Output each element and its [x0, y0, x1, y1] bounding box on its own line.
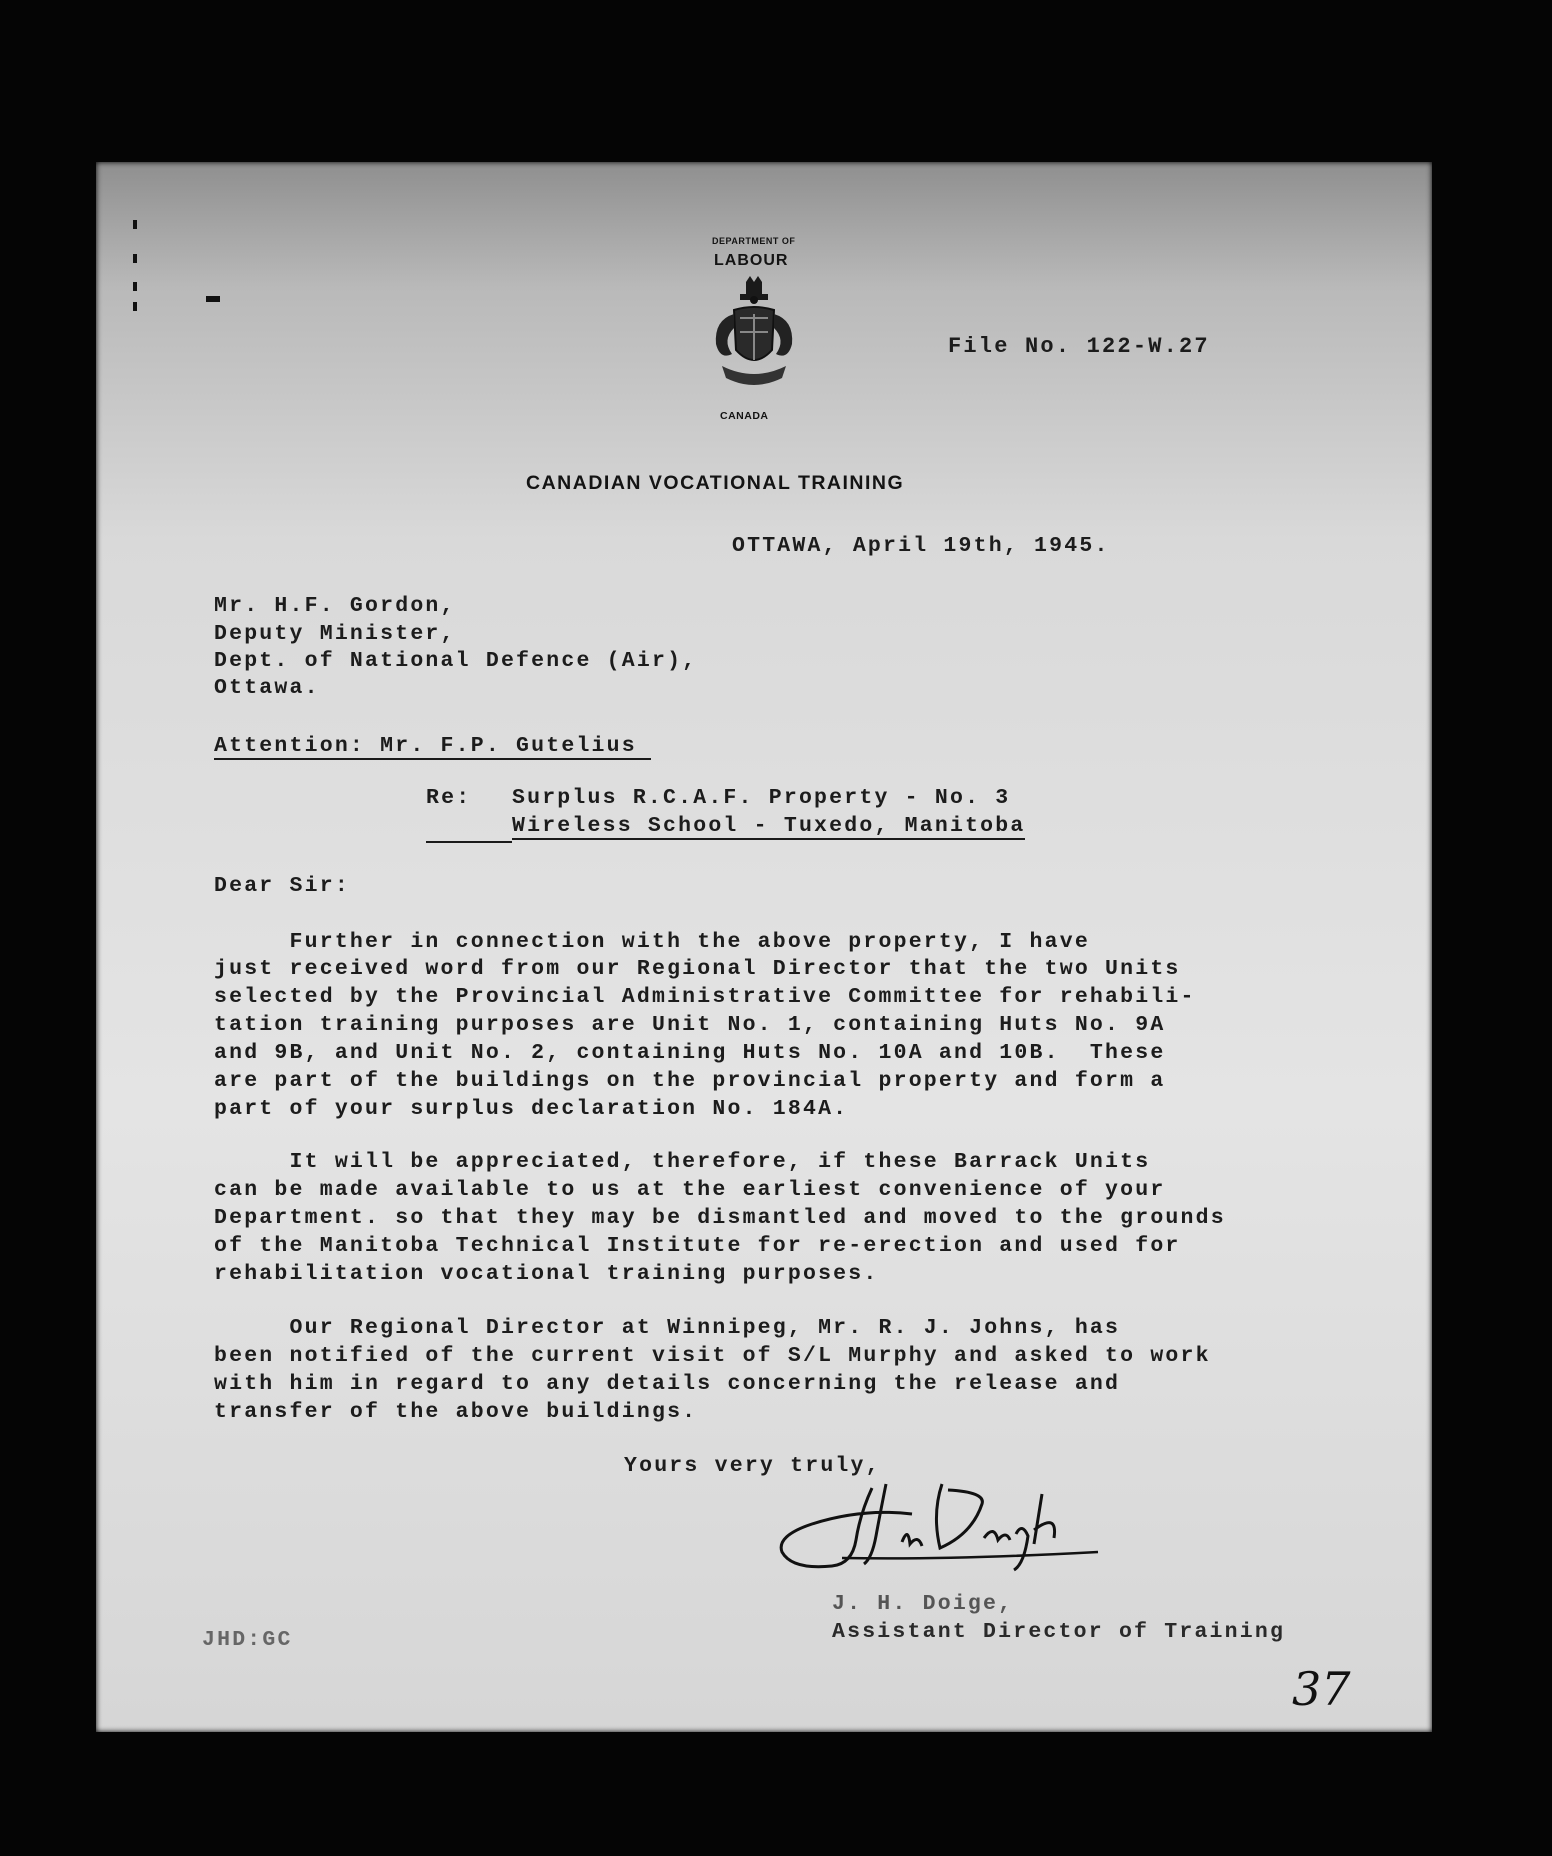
- attention-line: Attention: Mr. F.P. Gutelius: [214, 734, 651, 760]
- body-line: transfer of the above buildings.: [214, 1400, 698, 1424]
- dept-name: LABOUR: [714, 252, 789, 269]
- salutation: Dear Sir:: [214, 874, 350, 898]
- body-line: tation training purposes are Unit No. 1, containing Huts No. 9A: [214, 1013, 1166, 1037]
- punch-mark: [133, 302, 137, 311]
- division-heading: CANADIAN VOCATIONAL TRAINING: [526, 472, 905, 494]
- body-line: rehabilitation vocational training purposes.: [214, 1262, 879, 1286]
- subject-label: Re:: [426, 786, 472, 810]
- reference-initials: JHD:GC: [202, 1628, 293, 1652]
- page-number: 37: [1292, 1662, 1351, 1716]
- body-line: Department. so that they may be dismantled and moved to the grounds: [214, 1206, 1226, 1230]
- subject-line-1: Surplus R.C.A.F. Property - No. 3: [512, 786, 1011, 810]
- recipient-name: Mr. H.F. Gordon,: [214, 594, 456, 618]
- signer-name: J. H. Doige,: [832, 1592, 1014, 1616]
- closing: Yours very truly,: [624, 1454, 881, 1478]
- body-line: selected by the Provincial Administrative Committee for rehabili-: [214, 985, 1196, 1009]
- dept-of-label: DEPARTMENT OF: [712, 236, 796, 246]
- body-line: been notified of the current visit of S/L Murphy and asked to work: [214, 1344, 1211, 1368]
- body-line: part of your surplus declaration No. 184A.: [214, 1097, 849, 1121]
- body-line: are part of the buildings on the provincial property and form a: [214, 1069, 1166, 1093]
- signature-image: [772, 1474, 1112, 1578]
- dateline: OTTAWA, April 19th, 1945.: [732, 534, 1110, 558]
- punch-mark: [133, 254, 137, 263]
- recipient-title: Deputy Minister,: [214, 622, 456, 646]
- punch-mark: [206, 296, 220, 302]
- body-line: and 9B, and Unit No. 2, containing Huts No. 10A and 10B. These: [214, 1041, 1166, 1065]
- recipient-dept: Dept. of National Defence (Air),: [214, 649, 698, 673]
- body-line: Further in connection with the above property, I have: [214, 930, 1090, 954]
- body-line: It will be appreciated, therefore, if these Barrack Units: [214, 1150, 1151, 1174]
- body-line: just received word from our Regional Director that the two Units: [214, 957, 1181, 981]
- recipient-city: Ottawa.: [214, 676, 320, 700]
- body-line: Our Regional Director at Winnipeg, Mr. R. J. Johns, has: [214, 1316, 1121, 1340]
- punch-mark: [133, 220, 137, 229]
- country-label: CANADA: [720, 410, 769, 422]
- body-line: with him in regard to any details concerning the release and: [214, 1372, 1121, 1396]
- subject-line-2: Wireless School - Tuxedo, Manitoba: [512, 814, 1026, 838]
- coat-of-arms-icon: [706, 274, 802, 406]
- letter-page: [96, 162, 1432, 1732]
- signer-title: Assistant Director of Training: [832, 1620, 1286, 1644]
- punch-mark: [133, 282, 137, 291]
- body-line: of the Manitoba Technical Institute for re-erection and used for: [214, 1234, 1181, 1258]
- body-line: can be made available to us at the earliest convenience of your: [214, 1178, 1166, 1202]
- file-number: File No. 122-W.27: [948, 334, 1210, 359]
- subject-underline-extension: [426, 841, 512, 843]
